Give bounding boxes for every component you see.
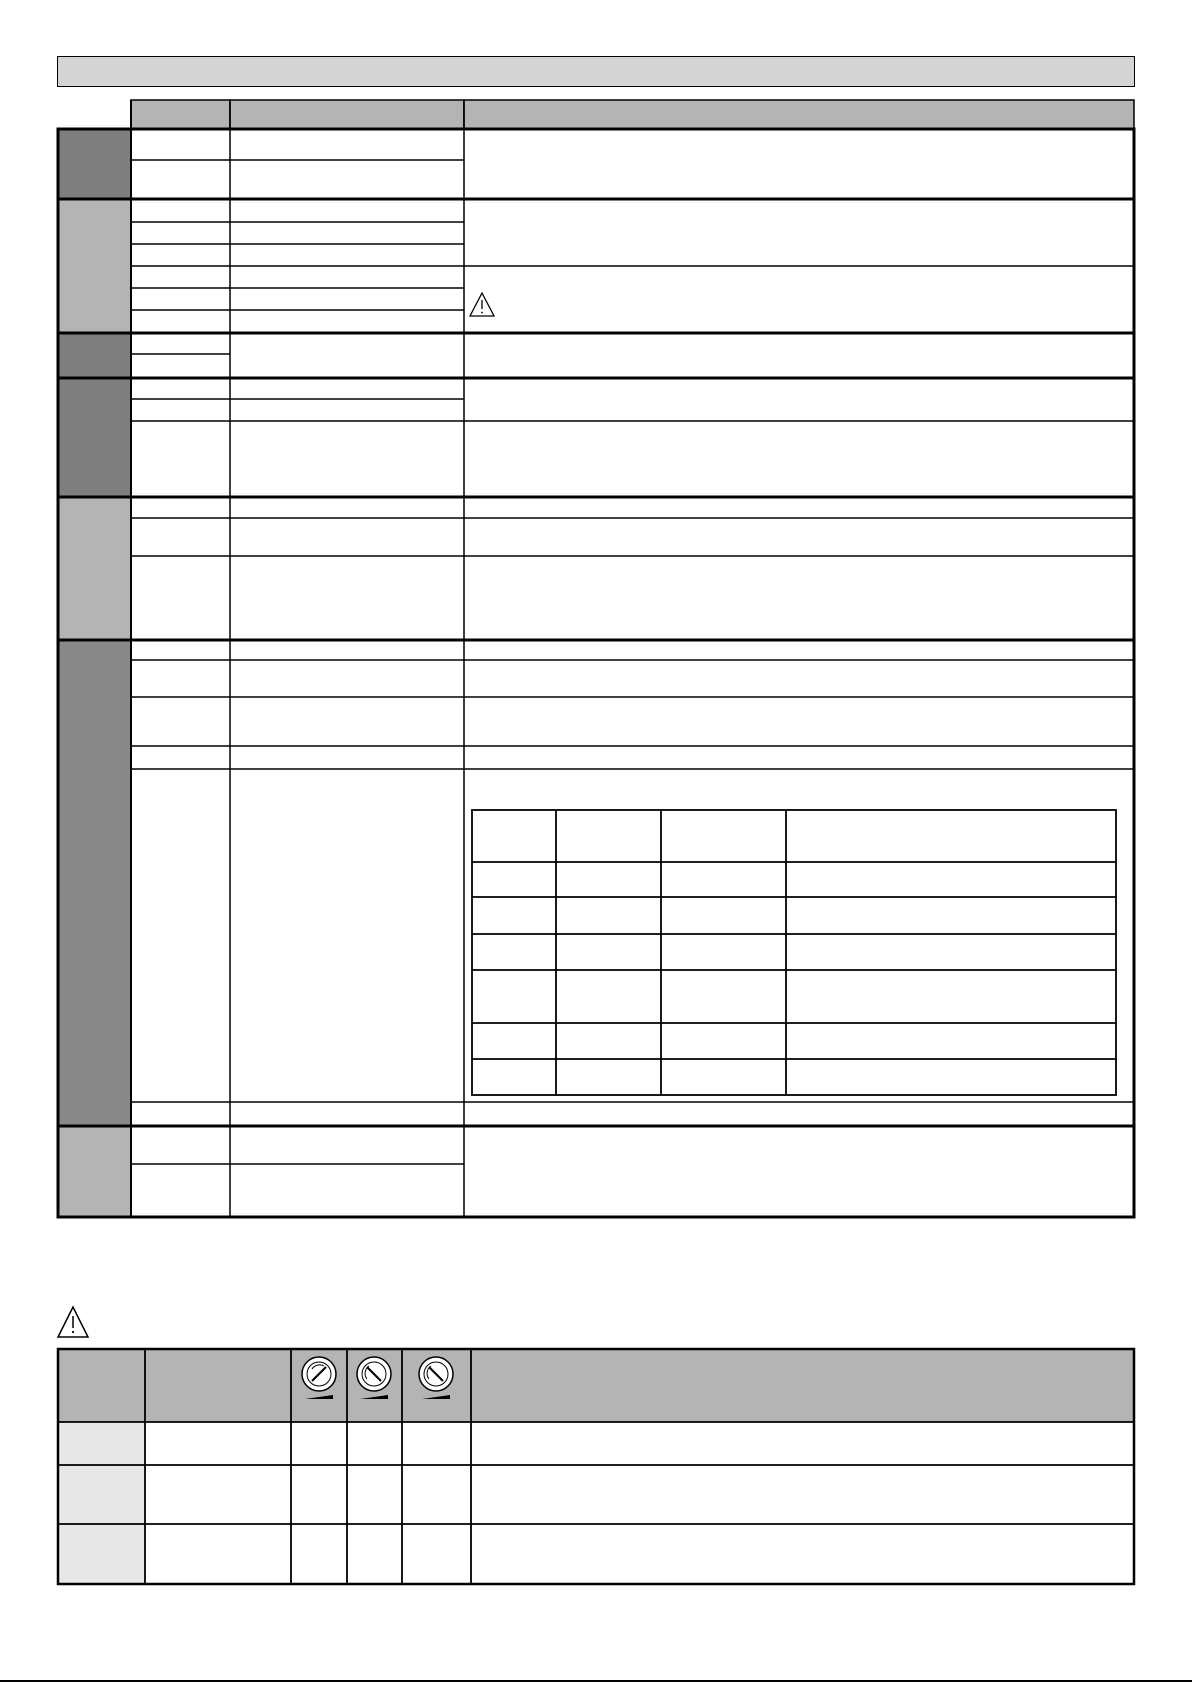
group-label-4 (58, 378, 131, 497)
group-label-3 (58, 333, 131, 378)
warning-triangle-icon (470, 293, 494, 316)
group-label-2 (58, 199, 131, 333)
group-label-7 (58, 1126, 131, 1217)
header-cell-3 (464, 100, 1134, 129)
group-label-6 (58, 640, 131, 1126)
nested-table (472, 810, 1116, 1095)
header-cell-2 (230, 100, 464, 129)
trimmer-settings-table (0, 1295, 1192, 1595)
header-row (58, 1349, 1134, 1422)
group-label-5 (58, 497, 131, 640)
warning-triangle-icon (58, 1307, 88, 1337)
group-label-1 (58, 129, 131, 199)
page-bottom-rule (0, 1680, 1192, 1682)
header-cell-1 (131, 100, 230, 129)
